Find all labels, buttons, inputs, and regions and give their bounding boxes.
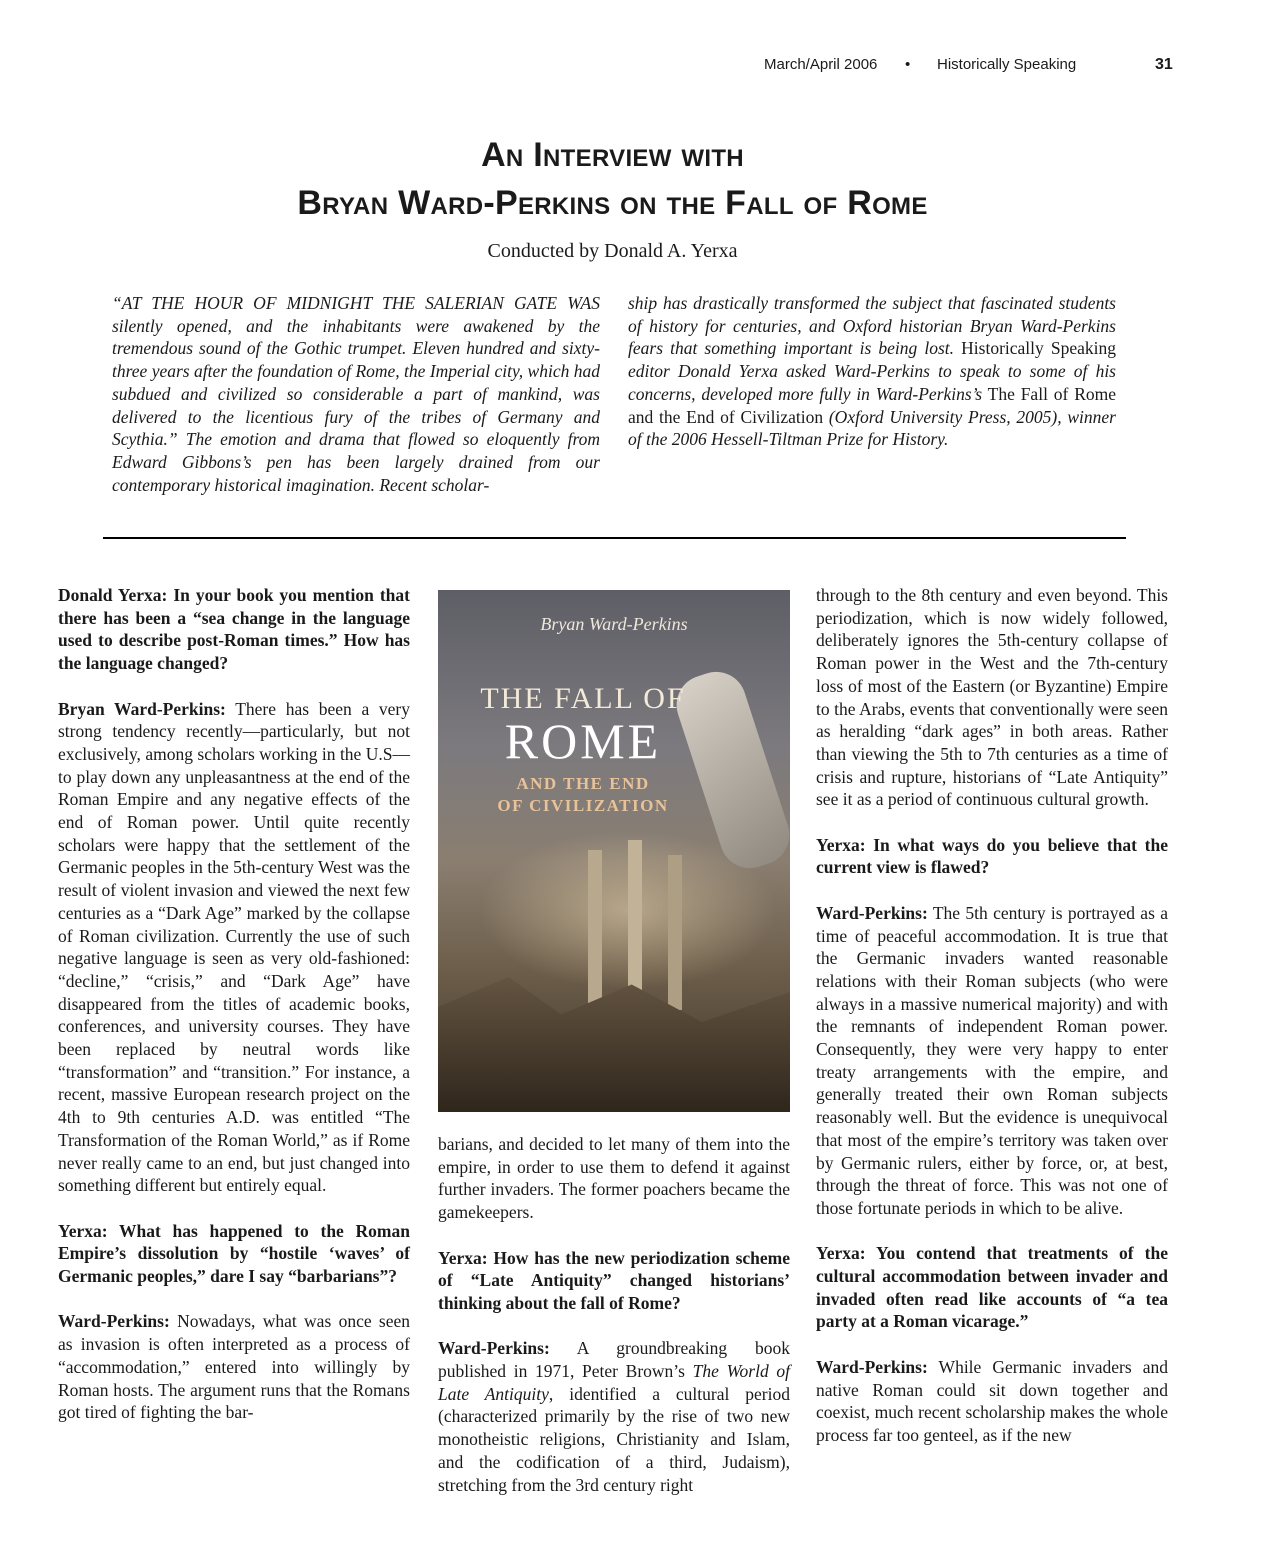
answer-1-text: There has been a very strong tendency recently—particularly, but not exclusively, among scholars working in the U.S—to play down any unpleasantness at the end of the Roman Empire and any negative effects of the end of Roman power. Until quite recently scholars were happy that the settlement of the Germanic peoples in the 5th-century West was the result of violent invasion and viewed the next few centuries as a “Dark Age” marked by the collapse of Roman civilization. Currently the use of such negative language is seen as very old-fashioned: “decline,” “crisis,” and “Dark Age” have disappeared from the titles of academic books, conferences, and university courses. They have been replaced by neutral words like “transformation” and “transition.” For instance, a recent, massive European research project on the 4th to 9th centuries A.D. was entitled “The Transformation of the Roman World,” as if Rome never really came to an end, but just changed into something different but entirely equal. [58,698,410,1196]
question-1: Donald Yerxa: In your book you mention that there has been a “sea change in the language used to describe post-Roman times.” How has the language changed? [58,585,410,674]
cover-subtitle-2: OF CIVILIZATION [497,796,669,815]
answer-2 [58,1310,410,1424]
speaker-label: Ward-Perkins: [816,902,928,923]
question-2: Yerxa: What has happened to the Roman Empire’s dissolution by “hostile ‘waves’ of Germanic peoples,” dare I say “barbarians”? [58,1220,410,1287]
answer-3-text-2: , identified a cultural period (characterized primarily by the rise of two new monotheistic religions, Christianity and Islam, and the codification of a third, Judaism), stretching from the 3rd century right [438,1383,790,1495]
intro-right-text-3: editor Donald Yerxa asked Ward-Perkins to speak to some of his concerns, developed more fully in Ward-Perkins’s [628,361,1116,404]
answer-3-text-1: A groundbreaking book published in 1971, Peter Brown’s [438,1338,790,1381]
column-3 [816,584,1168,1469]
column-1 [58,584,410,1447]
header-issue-date: March/April 2006 [764,56,878,73]
speaker-label: Ward-Perkins: [58,1311,170,1332]
answer-3 [438,1337,790,1496]
cover-title-2: ROME [504,713,662,769]
intro-right-column [628,292,1116,451]
cover-column-ruin [668,855,682,1010]
answer-2-text: Nowadays, what was once seen as invasion is often interpreted as a process of “accommodation,” entered into willingly by Roman hosts. The argument runs that the Romans got tired of fighting the bar- [58,1311,411,1423]
header-publication: Historically Speaking [937,56,1077,73]
article-title-line-1: An Interview with [481,136,744,174]
cover-author: Bryan Ward-Perkins [540,614,688,634]
answer-4-text: The 5th century is portrayed as a time of peaceful accommodation. It is true that the Germanic invaders wanted reasonable relations with their Roman subjects (who were always in a massive numerical majority) and with the remnants of independent Roman power. Consequently, they were very happy to enter treaty arrangements with the empire, and generally treated their own Roman subjects reasonably well. But the evidence is unequivocal that most of the empire’s territory was taken over by Germanic rulers, either by force, or, at best, through the threat of force. This was not one of those fortunate periods in which to be alive. [816,902,1168,1218]
answer-3-book-title: The World of Late Antiquity [438,1361,790,1404]
intro-book-title: The Fall of Rome and the End of Civilization [628,383,1117,427]
intro-right-text-1: ship has drastically transformed the subject that fascinated students of history for centuries, and Oxford historian Bryan Ward-Perkins fears that something important is being lost. [628,293,1116,359]
speaker-label: Ward-Perkins: [816,1356,928,1377]
cover-column-ruin [628,840,642,1010]
cover-column-ruin [588,850,602,1010]
intro-left-text: “AT THE HOUR OF MIDNIGHT THE SALERIAN GATE WAS silently opened, and the inhabitants were awakened by the tremendous sound of the Gothic trumpet. Eleven hundred and sixty-three years after the foundation of Rome, the Imperial city, which had subdued and civilized so considerable a part of mankind, was delivered to the licentious fury of the tribes of Germany and Scythia.” The emotion and drama that flowed so eloquently from Edward Gibbons’s pen has been largely drained from our contemporary historical imagination. Recent scholar- [112,293,600,495]
byline: Conducted by Donald A. Yerxa [487,240,738,262]
answer-1 [58,698,410,1197]
intro-right-text-5: (Oxford University Press, 2005), winner of the 2006 Hessell-Tiltman Prize for History. [628,406,1116,450]
answer-4 [816,902,1168,1220]
intro-left-column [112,292,600,496]
question-4: Yerxa: In what ways do you believe that the current view is flawed? [816,834,1168,878]
answer-3-continued: through to the 8th century and even beyond. This periodization, which is now widely followed, deliberately ignores the 5th-century collapse of Roman power in the West and the 7th-century loss of most of the Eastern (or Byzantine) Empire to the Arabs, events that conventionally were seen as heralding “dark ages” in both areas. Rather than viewing the 5th to 7th centuries as a time of crisis and rupture, historians of “Late Antiquity” see it as a period of continuous cultural growth. [816,585,1168,810]
speaker-label: Ward-Perkins: [438,1338,550,1359]
article-title-line-2: Bryan Ward-Perkins on the Fall of Rome [297,184,928,222]
cover-title-1: THE FALL OF [480,682,686,715]
answer-5 [816,1356,1168,1447]
cover-subtitle-1: AND THE END [516,774,650,793]
book-cover-image [438,590,790,1112]
question-3: Yerxa: How has the new periodization scheme of “Late Antiquity” changed historians’ thinking about the fall of Rome? [438,1247,790,1313]
page-number: 31 [1155,56,1173,73]
question-5: Yerxa: You contend that treatments of the cultural accommodation between invader and invaded often read like accounts of “a tea party at a Roman vicarage.” [816,1243,1168,1332]
answer-5-text: While Germanic invaders and native Roman could sit down together and coexist, much recent scholarship makes the whole process far too genteel, as if the new [816,1356,1168,1445]
answer-2-continued: barians, and decided to let many of them into the empire, in order to use them to defend it against further invaders. The former poachers became the gamekeepers. [438,1134,790,1223]
intro-publication-name: Historically Speaking [961,338,1116,359]
section-divider [103,537,1126,539]
column-2 [438,1133,790,1519]
speaker-label: Bryan Ward-Perkins: [58,698,226,719]
header-separator: • [905,56,911,73]
